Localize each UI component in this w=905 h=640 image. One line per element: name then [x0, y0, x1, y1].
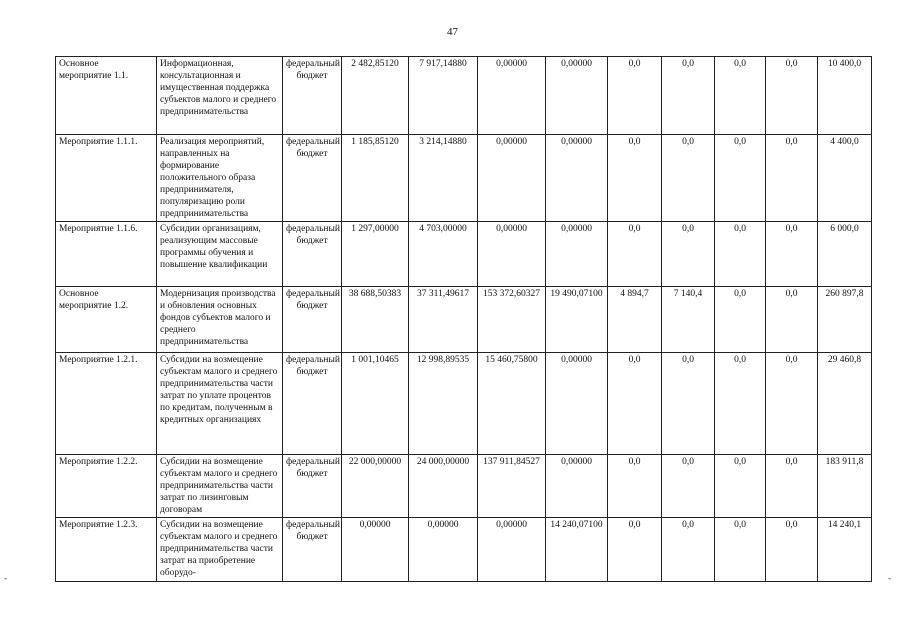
amount-cell: 0,0 — [766, 135, 818, 222]
amount-cell: 4 703,00000 — [409, 222, 478, 287]
amount-cell: 0,00000 — [478, 518, 546, 582]
amount-cell: 1 297,00000 — [342, 222, 409, 287]
amount-cell: 29 460,8 — [818, 353, 872, 455]
table-row — [56, 518, 872, 582]
amount-cell: 0,0 — [715, 57, 766, 135]
amount-cell: 24 000,00000 — [409, 455, 478, 518]
measure-name-cell: Мероприятие 1.2.3. — [56, 518, 157, 582]
measure-name-cell: Мероприятие 1.2.1. — [56, 353, 157, 455]
amount-cell: 0,00000 — [478, 57, 546, 135]
amount-cell: 0,0 — [715, 135, 766, 222]
amount-cell: 10 400,0 — [818, 57, 872, 135]
amount-cell: 0,0 — [766, 222, 818, 287]
amount-cell: 0,00000 — [546, 222, 608, 287]
amount-cell: 7 140,4 — [662, 287, 715, 353]
amount-cell: 0,0 — [766, 518, 818, 582]
amount-cell: 37 311,49617 — [409, 287, 478, 353]
amount-cell: 153 372,60327 — [478, 287, 546, 353]
amount-cell: 1 001,10465 — [342, 353, 409, 455]
amount-cell: 0,00000 — [546, 353, 608, 455]
measure-name-cell: Основное мероприятие 1.2. — [56, 287, 157, 353]
measure-name-cell: Мероприятие 1.2.2. — [56, 455, 157, 518]
scan-edge-mark-left: - — [4, 573, 7, 583]
amount-cell: 0,00000 — [546, 135, 608, 222]
table-row — [56, 222, 872, 287]
table-row — [56, 455, 872, 518]
measure-description-cell: Субсидии организациям, реализующим массовые программы обучения и повышение квалификации — [157, 222, 283, 287]
funding-source-cell: федеральный бюджет — [283, 518, 342, 582]
funding-source-cell: федеральный бюджет — [283, 353, 342, 455]
table-row — [56, 287, 872, 353]
measure-description-cell: Реализация мероприятий, направленных на формирование положительного образа предпринимателя, популяризацию роли предпринимательства — [157, 135, 283, 222]
amount-cell: 0,0 — [608, 135, 662, 222]
amount-cell: 22 000,00000 — [342, 455, 409, 518]
amount-cell: 0,0 — [662, 455, 715, 518]
amount-cell: 15 460,75800 — [478, 353, 546, 455]
measure-description-cell: Информационная, консультационная и имущественная поддержка субъектов малого и среднего предпринимательства — [157, 57, 283, 135]
amount-cell: 0,00000 — [478, 222, 546, 287]
amount-cell: 7 917,14880 — [409, 57, 478, 135]
funding-source-cell: федеральный бюджет — [283, 287, 342, 353]
page-number: 47 — [447, 26, 458, 38]
amount-cell: 0,0 — [715, 518, 766, 582]
scan-edge-mark-right: - — [888, 573, 891, 583]
measure-description-cell: Субсидии на возмещение субъектам малого и среднего предпринимательства части затрат на приобретение оборудо- — [157, 518, 283, 582]
amount-cell: 0,0 — [766, 57, 818, 135]
amount-cell: 0,00000 — [478, 135, 546, 222]
amount-cell: 3 214,14880 — [409, 135, 478, 222]
amount-cell: 0,0 — [608, 353, 662, 455]
amount-cell: 0,0 — [766, 353, 818, 455]
amount-cell: 137 911,84527 — [478, 455, 546, 518]
amount-cell: 0,0 — [608, 518, 662, 582]
funding-source-cell: федеральный бюджет — [283, 57, 342, 135]
measure-name-cell: Мероприятие 1.1.6. — [56, 222, 157, 287]
amount-cell: 4 400,0 — [818, 135, 872, 222]
amount-cell: 14 240,07100 — [546, 518, 608, 582]
amount-cell: 0,0 — [715, 287, 766, 353]
amount-cell: 0,0 — [662, 222, 715, 287]
measure-name-cell: Мероприятие 1.1.1. — [56, 135, 157, 222]
funding-source-cell: федеральный бюджет — [283, 222, 342, 287]
amount-cell: 0,0 — [662, 353, 715, 455]
amount-cell: 0,00000 — [546, 57, 608, 135]
amount-cell: 0,0 — [608, 222, 662, 287]
amount-cell: 0,00000 — [409, 518, 478, 582]
amount-cell: 0,0 — [662, 135, 715, 222]
amount-cell: 1 185,85120 — [342, 135, 409, 222]
funding-source-cell: федеральный бюджет — [283, 455, 342, 518]
amount-cell: 0,0 — [662, 57, 715, 135]
table-row — [56, 57, 872, 135]
amount-cell: 4 894,7 — [608, 287, 662, 353]
amount-cell: 0,00000 — [546, 455, 608, 518]
table-row — [56, 353, 872, 455]
amount-cell: 183 911,8 — [818, 455, 872, 518]
table-row — [56, 135, 872, 222]
amount-cell: 0,0 — [608, 57, 662, 135]
amount-cell: 19 490,07100 — [546, 287, 608, 353]
amount-cell: 12 998,89535 — [409, 353, 478, 455]
measure-description-cell: Субсидии на возмещение субъектам малого и среднего предпринимательства части затрат по лизинговым договорам — [157, 455, 283, 518]
amount-cell: 0,0 — [608, 455, 662, 518]
measure-name-cell: Основное мероприятие 1.1. — [56, 57, 157, 135]
amount-cell: 0,0 — [715, 222, 766, 287]
measure-description-cell: Субсидии на возмещение субъектам малого и среднего предпринимательства части затрат по уплате процентов по кредитам, полученным в кредитных организациях — [157, 353, 283, 455]
amount-cell: 0,0 — [662, 518, 715, 582]
amount-cell: 14 240,1 — [818, 518, 872, 582]
amount-cell: 260 897,8 — [818, 287, 872, 353]
amount-cell: 0,00000 — [342, 518, 409, 582]
budget-table — [55, 56, 872, 582]
funding-source-cell: федеральный бюджет — [283, 135, 342, 222]
amount-cell: 0,0 — [766, 455, 818, 518]
measure-description-cell: Модернизация производства и обновления основных фондов субъектов малого и среднего предпринимательства — [157, 287, 283, 353]
amount-cell: 0,0 — [766, 287, 818, 353]
amount-cell: 0,0 — [715, 353, 766, 455]
amount-cell: 0,0 — [715, 455, 766, 518]
amount-cell: 38 688,50383 — [342, 287, 409, 353]
amount-cell: 6 000,0 — [818, 222, 872, 287]
amount-cell: 2 482,85120 — [342, 57, 409, 135]
